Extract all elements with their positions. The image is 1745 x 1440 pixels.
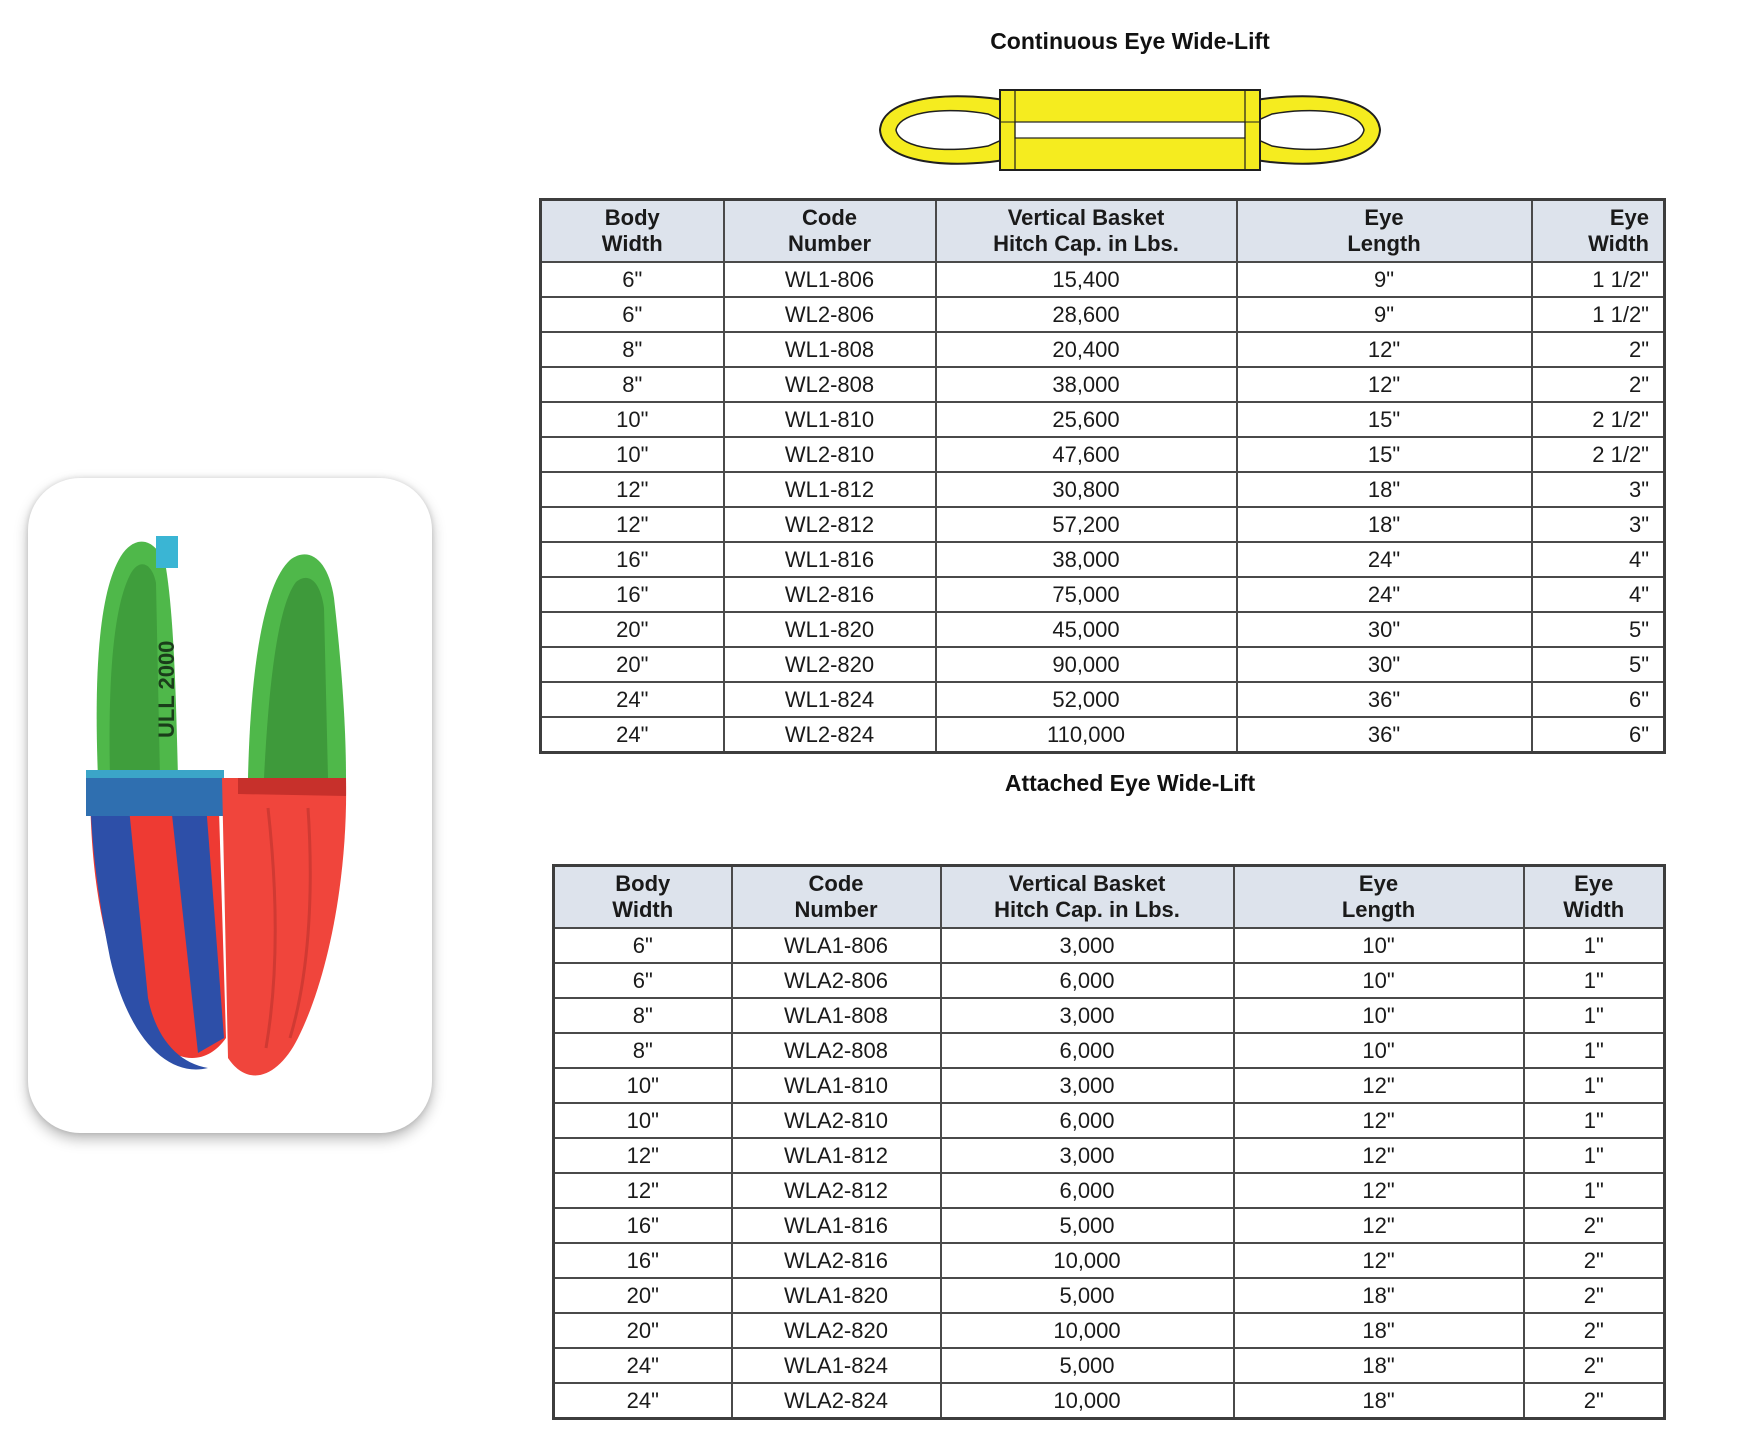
table-row	[554, 963, 1665, 998]
code-number-cell: WLA1-808	[732, 998, 941, 1033]
header-body-width: Body Width	[541, 200, 724, 263]
table-row	[541, 507, 1665, 542]
table-row	[541, 577, 1665, 612]
code-number-cell: WLA2-820	[732, 1313, 941, 1348]
code-number-cell: WLA2-812	[732, 1173, 941, 1208]
basket-capacity-cell: 3,000	[941, 928, 1234, 963]
table-row	[541, 437, 1665, 472]
code-number-cell: WLA1-810	[732, 1068, 941, 1103]
body-width-cell: 24"	[541, 682, 724, 717]
eye-length-cell: 10"	[1234, 928, 1524, 963]
product-photo-card	[28, 478, 432, 1133]
body-width-cell: 20"	[554, 1278, 732, 1313]
body-width-cell: 20"	[554, 1313, 732, 1348]
body-width-cell: 16"	[541, 542, 724, 577]
basket-capacity-cell: 3,000	[941, 1068, 1234, 1103]
basket-capacity-cell: 38,000	[936, 367, 1237, 402]
eye-width-cell: 1"	[1524, 963, 1665, 998]
basket-capacity-cell: 5,000	[941, 1278, 1234, 1313]
eye-width-cell: 2"	[1524, 1383, 1665, 1419]
table-row	[554, 1103, 1665, 1138]
eye-length-cell: 9"	[1237, 297, 1532, 332]
code-number-cell: WL2-812	[724, 507, 936, 542]
eye-length-cell: 18"	[1234, 1383, 1524, 1419]
table-row	[554, 1278, 1665, 1313]
basket-capacity-cell: 52,000	[936, 682, 1237, 717]
table-row	[541, 297, 1665, 332]
body-width-cell: 6"	[554, 928, 732, 963]
table-row	[541, 262, 1665, 297]
code-number-cell: WL1-808	[724, 332, 936, 367]
body-width-cell: 24"	[554, 1383, 732, 1419]
body-width-cell: 12"	[554, 1138, 732, 1173]
basket-capacity-cell: 3,000	[941, 998, 1234, 1033]
basket-capacity-cell: 10,000	[941, 1383, 1234, 1419]
table-row	[554, 1383, 1665, 1419]
basket-capacity-cell: 47,600	[936, 437, 1237, 472]
code-number-cell: WLA1-812	[732, 1138, 941, 1173]
body-width-cell: 10"	[541, 402, 724, 437]
eye-length-cell: 12"	[1234, 1068, 1524, 1103]
table-row	[554, 1173, 1665, 1208]
eye-length-cell: 18"	[1234, 1313, 1524, 1348]
eye-width-cell: 2"	[1532, 367, 1665, 402]
table-row	[554, 1068, 1665, 1103]
table-body	[554, 928, 1665, 1419]
basket-capacity-cell: 6,000	[941, 1103, 1234, 1138]
header-eye-width: Eye Width	[1532, 200, 1665, 263]
eye-width-cell: 5"	[1532, 647, 1665, 682]
eye-length-cell: 18"	[1234, 1278, 1524, 1313]
eye-width-cell: 2"	[1524, 1278, 1665, 1313]
eye-width-cell: 4"	[1532, 577, 1665, 612]
basket-capacity-cell: 10,000	[941, 1243, 1234, 1278]
eye-length-cell: 15"	[1237, 437, 1532, 472]
body-width-cell: 6"	[554, 963, 732, 998]
eye-length-cell: 24"	[1237, 577, 1532, 612]
basket-capacity-cell: 28,600	[936, 297, 1237, 332]
basket-capacity-cell: 38,000	[936, 542, 1237, 577]
code-number-cell: WLA2-824	[732, 1383, 941, 1419]
body-width-cell: 12"	[541, 507, 724, 542]
basket-capacity-cell: 75,000	[936, 577, 1237, 612]
eye-length-cell: 24"	[1237, 542, 1532, 577]
eye-length-cell: 18"	[1234, 1348, 1524, 1383]
attached-eye-spec-table	[552, 864, 1666, 1420]
eye-width-cell: 1"	[1524, 1138, 1665, 1173]
code-number-cell: WLA1-816	[732, 1208, 941, 1243]
basket-capacity-cell: 30,800	[936, 472, 1237, 507]
eye-width-cell: 6"	[1532, 682, 1665, 717]
table-row	[554, 1033, 1665, 1068]
eye-length-cell: 12"	[1234, 1173, 1524, 1208]
header-code-number: Code Number	[732, 866, 941, 929]
eye-width-cell: 2"	[1524, 1313, 1665, 1348]
eye-width-cell: 5"	[1532, 612, 1665, 647]
table-row	[554, 998, 1665, 1033]
code-number-cell: WL1-816	[724, 542, 936, 577]
code-number-cell: WL2-824	[724, 717, 936, 753]
continuous-eye-sling-illustration	[870, 80, 1390, 180]
eye-length-cell: 30"	[1237, 612, 1532, 647]
table-row	[541, 612, 1665, 647]
code-number-cell: WL2-820	[724, 647, 936, 682]
code-number-cell: WLA1-820	[732, 1278, 941, 1313]
attached-eye-title: Attached Eye Wide-Lift	[1004, 770, 1256, 796]
code-number-cell: WL1-810	[724, 402, 936, 437]
header-code-number: Code Number	[724, 200, 936, 263]
eye-width-cell: 1 1/2"	[1532, 262, 1665, 297]
table-row	[554, 1348, 1665, 1383]
sling-tag-text: ULL 2000	[154, 640, 179, 738]
code-number-cell: WLA2-816	[732, 1243, 941, 1278]
basket-capacity-cell: 90,000	[936, 647, 1237, 682]
header-eye-length: Eye Length	[1237, 200, 1532, 263]
body-width-cell: 12"	[541, 472, 724, 507]
eye-length-cell: 36"	[1237, 682, 1532, 717]
body-width-cell: 20"	[541, 647, 724, 682]
eye-length-cell: 18"	[1237, 507, 1532, 542]
table-row	[541, 717, 1665, 753]
body-width-cell: 16"	[554, 1208, 732, 1243]
eye-length-cell: 12"	[1234, 1243, 1524, 1278]
continuous-eye-title: Continuous Eye Wide-Lift	[990, 28, 1270, 54]
table-row	[541, 542, 1665, 577]
eye-length-cell: 12"	[1237, 367, 1532, 402]
code-number-cell: WLA1-824	[732, 1348, 941, 1383]
basket-capacity-cell: 5,000	[941, 1348, 1234, 1383]
eye-width-cell: 2 1/2"	[1532, 437, 1665, 472]
body-width-cell: 8"	[554, 1033, 732, 1068]
table-body	[541, 262, 1665, 753]
table-row	[554, 1243, 1665, 1278]
eye-length-cell: 12"	[1237, 332, 1532, 367]
code-number-cell: WL1-820	[724, 612, 936, 647]
basket-capacity-cell: 5,000	[941, 1208, 1234, 1243]
table-row	[554, 1313, 1665, 1348]
eye-width-cell: 1 1/2"	[1532, 297, 1665, 332]
code-number-cell: WL1-812	[724, 472, 936, 507]
basket-capacity-cell: 3,000	[941, 1138, 1234, 1173]
body-width-cell: 20"	[541, 612, 724, 647]
body-width-cell: 16"	[554, 1243, 732, 1278]
eye-width-cell: 2"	[1524, 1243, 1665, 1278]
table-row	[541, 402, 1665, 437]
eye-width-cell: 6"	[1532, 717, 1665, 753]
basket-capacity-cell: 20,400	[936, 332, 1237, 367]
table-header-row	[554, 866, 1665, 929]
table-row	[541, 682, 1665, 717]
eye-width-cell: 1"	[1524, 928, 1665, 963]
table-row	[554, 1138, 1665, 1173]
eye-length-cell: 9"	[1237, 262, 1532, 297]
continuous-eye-spec-table	[539, 198, 1666, 754]
table-row	[554, 928, 1665, 963]
code-number-cell: WL1-806	[724, 262, 936, 297]
table-header-row	[541, 200, 1665, 263]
header-basket-capacity: Vertical Basket Hitch Cap. in Lbs.	[941, 866, 1234, 929]
eye-width-cell: 3"	[1532, 507, 1665, 542]
eye-width-cell: 3"	[1532, 472, 1665, 507]
eye-length-cell: 36"	[1237, 717, 1532, 753]
basket-capacity-cell: 6,000	[941, 963, 1234, 998]
header-body-width: Body Width	[554, 866, 732, 929]
eye-width-cell: 1"	[1524, 998, 1665, 1033]
header-basket-capacity: Vertical Basket Hitch Cap. in Lbs.	[936, 200, 1237, 263]
eye-width-cell: 2"	[1524, 1348, 1665, 1383]
code-number-cell: WL2-806	[724, 297, 936, 332]
body-width-cell: 6"	[541, 297, 724, 332]
table-row	[541, 332, 1665, 367]
basket-capacity-cell: 110,000	[936, 717, 1237, 753]
basket-capacity-cell: 15,400	[936, 262, 1237, 297]
code-number-cell: WLA2-806	[732, 963, 941, 998]
code-number-cell: WL2-816	[724, 577, 936, 612]
header-eye-width: Eye Width	[1524, 866, 1665, 929]
basket-capacity-cell: 6,000	[941, 1033, 1234, 1068]
basket-capacity-cell: 10,000	[941, 1313, 1234, 1348]
eye-length-cell: 10"	[1234, 963, 1524, 998]
code-number-cell: WLA2-808	[732, 1033, 941, 1068]
body-width-cell: 8"	[541, 332, 724, 367]
eye-length-cell: 10"	[1234, 998, 1524, 1033]
body-width-cell: 10"	[554, 1068, 732, 1103]
eye-width-cell: 1"	[1524, 1103, 1665, 1138]
eye-length-cell: 12"	[1234, 1208, 1524, 1243]
table-row	[541, 367, 1665, 402]
eye-length-cell: 15"	[1237, 402, 1532, 437]
table-row	[541, 647, 1665, 682]
body-width-cell: 6"	[541, 262, 724, 297]
eye-width-cell: 2"	[1532, 332, 1665, 367]
body-width-cell: 16"	[541, 577, 724, 612]
body-width-cell: 10"	[554, 1103, 732, 1138]
body-width-cell: 24"	[541, 717, 724, 753]
body-width-cell: 24"	[554, 1348, 732, 1383]
basket-capacity-cell: 25,600	[936, 402, 1237, 437]
eye-length-cell: 12"	[1234, 1103, 1524, 1138]
attached-eye-sling-photo	[28, 478, 432, 1133]
eye-width-cell: 2 1/2"	[1532, 402, 1665, 437]
eye-width-cell: 1"	[1524, 1068, 1665, 1103]
basket-capacity-cell: 45,000	[936, 612, 1237, 647]
eye-length-cell: 18"	[1237, 472, 1532, 507]
eye-width-cell: 1"	[1524, 1173, 1665, 1208]
body-width-cell: 8"	[541, 367, 724, 402]
eye-width-cell: 4"	[1532, 542, 1665, 577]
eye-length-cell: 30"	[1237, 647, 1532, 682]
code-number-cell: WLA2-810	[732, 1103, 941, 1138]
eye-width-cell: 2"	[1524, 1208, 1665, 1243]
code-number-cell: WL1-824	[724, 682, 936, 717]
basket-capacity-cell: 6,000	[941, 1173, 1234, 1208]
code-number-cell: WL2-810	[724, 437, 936, 472]
body-width-cell: 10"	[541, 437, 724, 472]
table-row	[554, 1208, 1665, 1243]
code-number-cell: WL2-808	[724, 367, 936, 402]
header-eye-length: Eye Length	[1234, 866, 1524, 929]
body-width-cell: 12"	[554, 1173, 732, 1208]
eye-length-cell: 12"	[1234, 1138, 1524, 1173]
basket-capacity-cell: 57,200	[936, 507, 1237, 542]
code-number-cell: WLA1-806	[732, 928, 941, 963]
table-row	[541, 472, 1665, 507]
eye-length-cell: 10"	[1234, 1033, 1524, 1068]
eye-width-cell: 1"	[1524, 1033, 1665, 1068]
body-width-cell: 8"	[554, 998, 732, 1033]
